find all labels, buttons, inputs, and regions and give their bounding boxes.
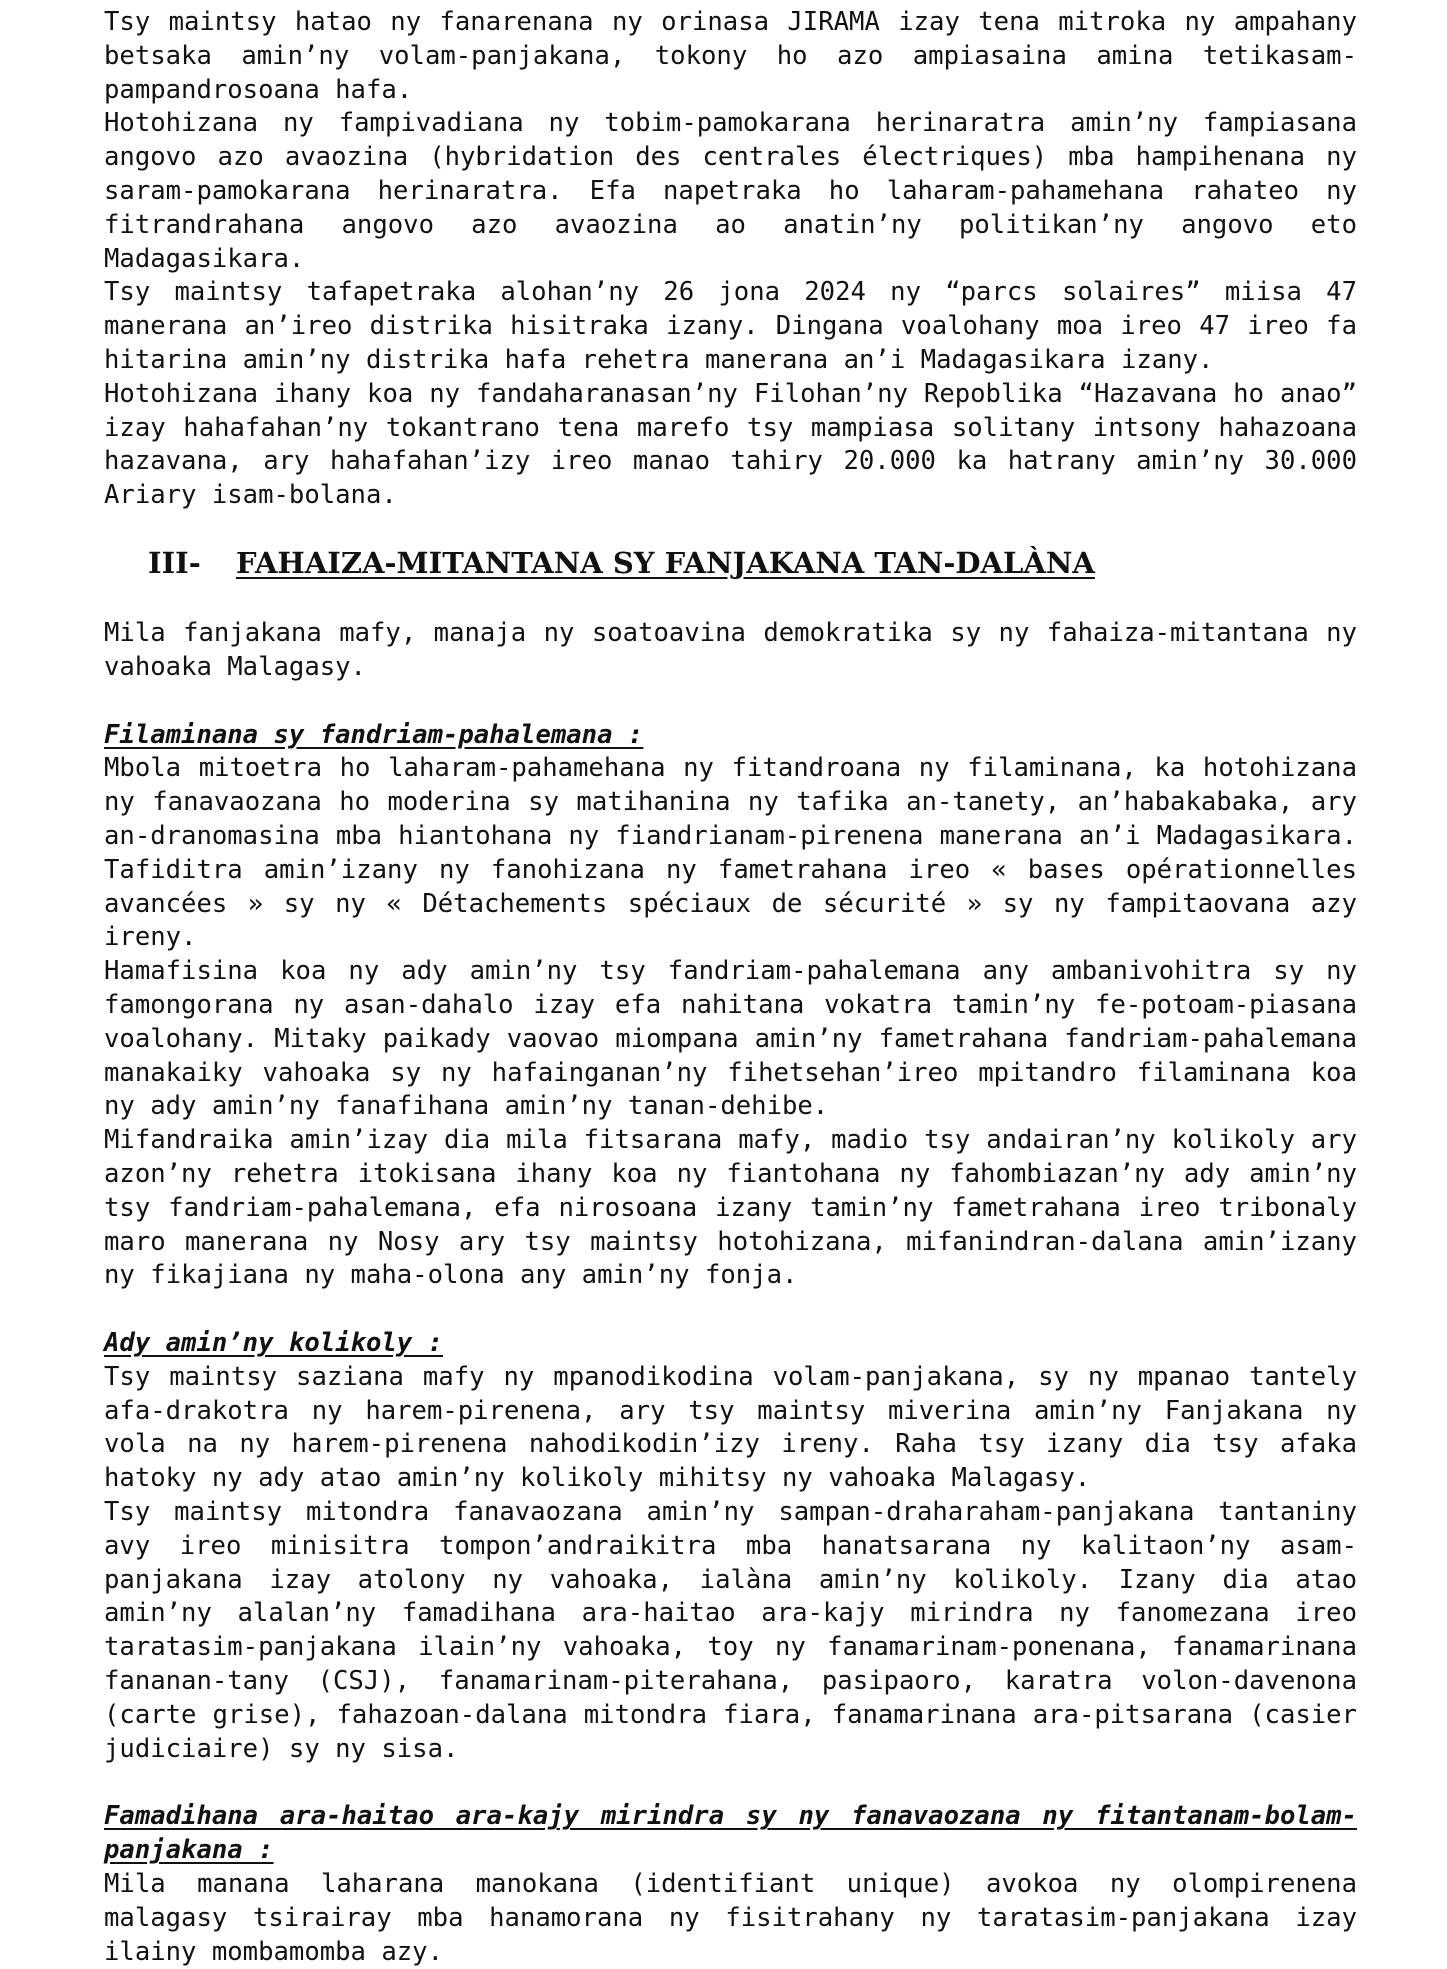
spacer <box>104 1766 1357 1800</box>
spacer <box>104 1293 1357 1327</box>
section-number: III- <box>148 545 201 580</box>
subsection-corruption <box>104 1327 1357 1766</box>
subsection-security <box>104 719 1357 1294</box>
paragraph: Hamafisina koa ny ady amin’ny tsy fandriam-pahalemana any ambanivohitra sy ny famongorana ny asan-dahalo izay efa nahitana vokatra tamin’ny fe-potoam-piasana voalohany. Mitaky paikady vaovao miompana amin’ny fametrahana fandriam-pahalemana manakaiky vahoaka sy ny hafainganan’ny fihetsehan’ireo mpitandro filaminana koa ny ady amin’ny fanafihana amin’ny tanan-dehibe. <box>104 956 1357 1122</box>
subsection-heading: Ady amin’ny kolikoly : <box>104 1328 443 1359</box>
section-intro: Mila fanjakana mafy, manaja ny soatoavina demokratika sy ny fahaiza-mitantana ny vahoaka Malagasy. <box>104 617 1357 682</box>
subsection-digitalization <box>104 1800 1357 1969</box>
paragraph: Hotohizana ihany koa ny fandaharanasan’ny Filohan’ny Repoblika “Hazavana ho anao” izay hahafahan’ny tokantrano tena marefo tsy mampiasa solitany intsony hahazoana hazavana, ary hahafahan’izy ireo manao tahiry 20.000 ka hatrany amin’ny 30.000 Ariary isam-bolana. <box>104 378 1357 511</box>
paragraph: Hotohizana ny fampivadiana ny tobim-pamokarana herinaratra amin’ny fampiasana angovo azo avaozina (hybridation des centrales électriques) mba hampihenana ny saram-pamokarana herinaratra. Efa napetraka ho laharam-pahamehana rahateo ny fitrandrahana angovo azo avaozina ao anatin’ny politikan’ny angovo eto Madagasikara. <box>104 108 1357 274</box>
section-heading <box>148 545 1357 581</box>
section-title: FAHAIZA-MITANTANA SY FANJAKANA TAN-DALÀNA <box>236 545 1095 580</box>
paragraph: Mila manana laharana manokana (identifiant unique) avokoa ny olompirenena malagasy tsirairay mba hanamorana ny fisitrahany ny taratasim-panjakana izay ilainy mombamomba azy. <box>104 1869 1357 1967</box>
subsection-heading: Famadihana ara-haitao ara-kajy mirindra sy ny fanavaozana ny fitantanam-bolam-panjakana : <box>104 1801 1357 1866</box>
paragraph: Tsy maintsy saziana mafy ny mpanodikodina volam-panjakana, sy ny mpanao tantely afa-drakotra ny harem-pirenena, ary tsy maintsy miverina amin’ny Fanjakana ny vola na ny harem-pirenena nahodikodin’izy ireny. Raha tsy izany dia tsy afaka hatoky ny ady atao amin’ny kolikoly mihitsy ny vahoaka Malagasy. <box>104 1361 1357 1494</box>
spacer <box>104 685 1357 719</box>
paragraph: Mifandraika amin’izay dia mila fitsarana mafy, madio tsy andairan’ny kolikoly ary azon’ny rehetra itokisana ihany koa ny fiantohana ny fahombiazan’ny ady amin’ny tsy fandriam-pahalemana, efa nirosoana izany tamin’ny fametrahana ireo tribonaly maro manerana ny Nosy ary tsy maintsy hotohizana, mifanindran-dalana amin’izany ny fikajiana ny maha-olona any amin’ny fonja. <box>104 1125 1357 1291</box>
paragraph: Tsy maintsy hatao ny fanarenana ny orinasa JIRAMA izay tena mitroka ny ampahany betsaka amin’ny volam-panjakana, tokony ho azo ampiasaina amina tetikasam-pampandrosoana hafa. <box>104 7 1357 105</box>
subsection-heading: Filaminana sy fandriam-pahalemana : <box>104 719 644 750</box>
paragraph: Mbola mitoetra ho laharam-pahamehana ny fitandroana ny filaminana, ka hotohizana ny fanavaozana ho moderina sy matihanina ny tafika an-tanety, an’habakabaka, ary an-dranomasina mba hiantohana ny fiandrianam-pirenena manerana an’i Madagasikara. Tafiditra amin’izany ny fanohizana ny fametrahana ireo « bases opérationnelles avancées » sy ny « Détachements spéciaux de sécurité » sy ny fampitaovana azy ireny. <box>104 753 1357 953</box>
paragraph: Tsy maintsy tafapetraka alohan’ny 26 jona 2024 ny “parcs solaires” miisa 47 manerana an’ireo distrika hisitraka izany. Dingana voalohany moa ireo 47 ireo fa hitarina amin’ny distrika hafa rehetra manerana an’i Madagasikara izany. <box>104 277 1357 375</box>
intro-block <box>104 6 1357 513</box>
paragraph: Tsy maintsy mitondra fanavaozana amin’ny sampan-draharaham-panjakana tantaniny avy ireo minisitra tompon’andraikitra mba hanatsarana ny kalitaon’ny asam-panjakana izay atolony ny vahoaka, ialàna amin’ny kolikoly. Izany dia atao amin’ny alalan’ny famadihana ara-haitao ara-kajy mirindra ny fanomezana ireo taratasim-panjakana ilain’ny vahoaka, toy ny fanamarinam-ponenana, fanamarinana fananan-tany (CSJ), fanamarinam-piterahana, pasipaoro, karatra volon-davenona (carte grise), fahazoan-dalana mitondra fiara, fanamarinana ara-pitsarana (casier judiciaire) sy ny sisa. <box>104 1497 1357 1764</box>
